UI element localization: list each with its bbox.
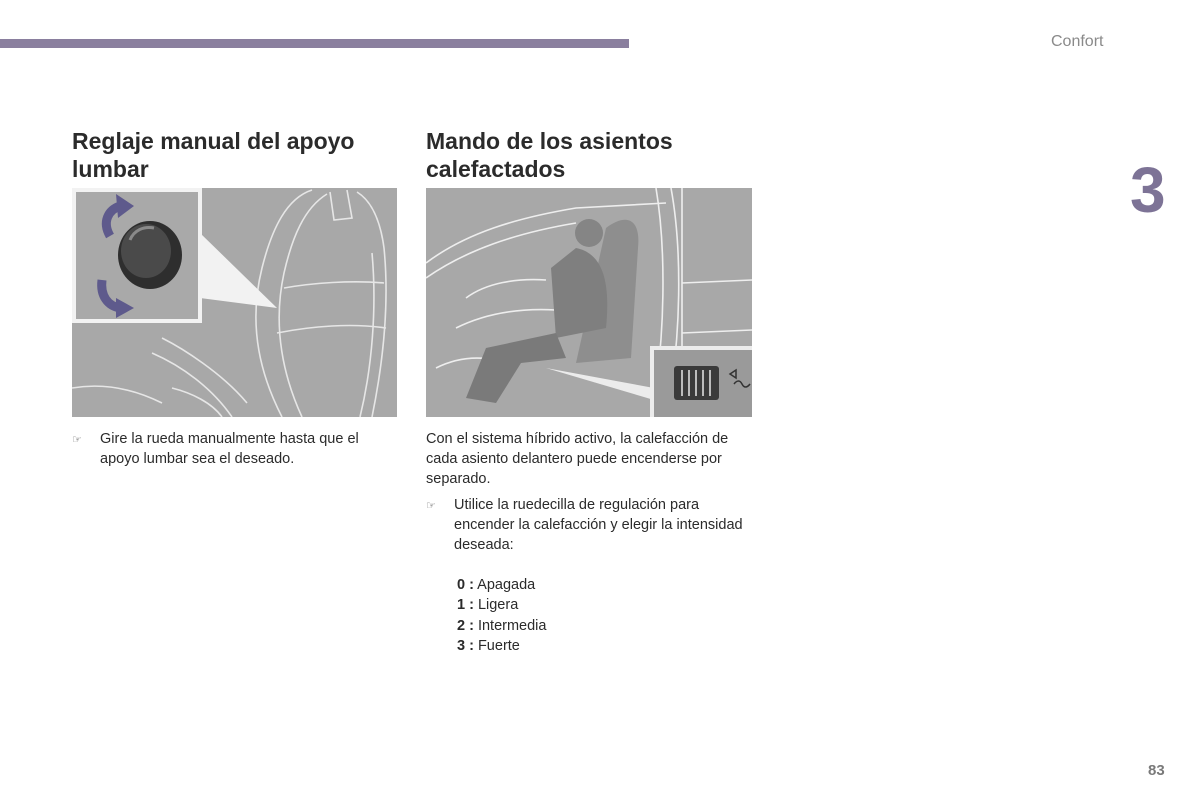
heated-seats-heading: Mando de los asientos calefactados bbox=[426, 128, 673, 182]
heat-level-item: 0 : Apagada bbox=[457, 577, 536, 593]
heat-level-item: 3 : Fuerte bbox=[457, 637, 520, 654]
page-number: 83 bbox=[1148, 762, 1165, 779]
lumbar-support-heading: Reglaje manual del apoyo lumbar bbox=[72, 128, 355, 182]
pointing-hand-icon: ☞ bbox=[72, 434, 82, 446]
lumbar-instruction: Gire la rueda manualmente hasta que el apoyo lumbar sea el deseado. bbox=[100, 431, 359, 467]
heated-seats-illustration bbox=[426, 188, 752, 417]
pointing-hand-icon: ☞ bbox=[426, 500, 436, 512]
chapter-number: 3 bbox=[1130, 154, 1166, 226]
header-accent-bar bbox=[0, 39, 629, 48]
heat-level-item: 1 : Ligera bbox=[457, 597, 519, 614]
section-title: Confort bbox=[1051, 33, 1104, 50]
heat-level-item: 2 : Intermedia bbox=[457, 617, 547, 634]
heated-seats-instruction: Utilice la ruedecilla de regulación para encender la calefacción y elegir la intensidad deseada: bbox=[454, 497, 743, 553]
heated-seats-intro: Con el sistema híbrido activo, la calefacción de cada asiento delantero puede encenderse por separado. bbox=[426, 431, 729, 487]
lumbar-support-illustration bbox=[72, 188, 397, 417]
heat-level-list bbox=[457, 575, 546, 656]
